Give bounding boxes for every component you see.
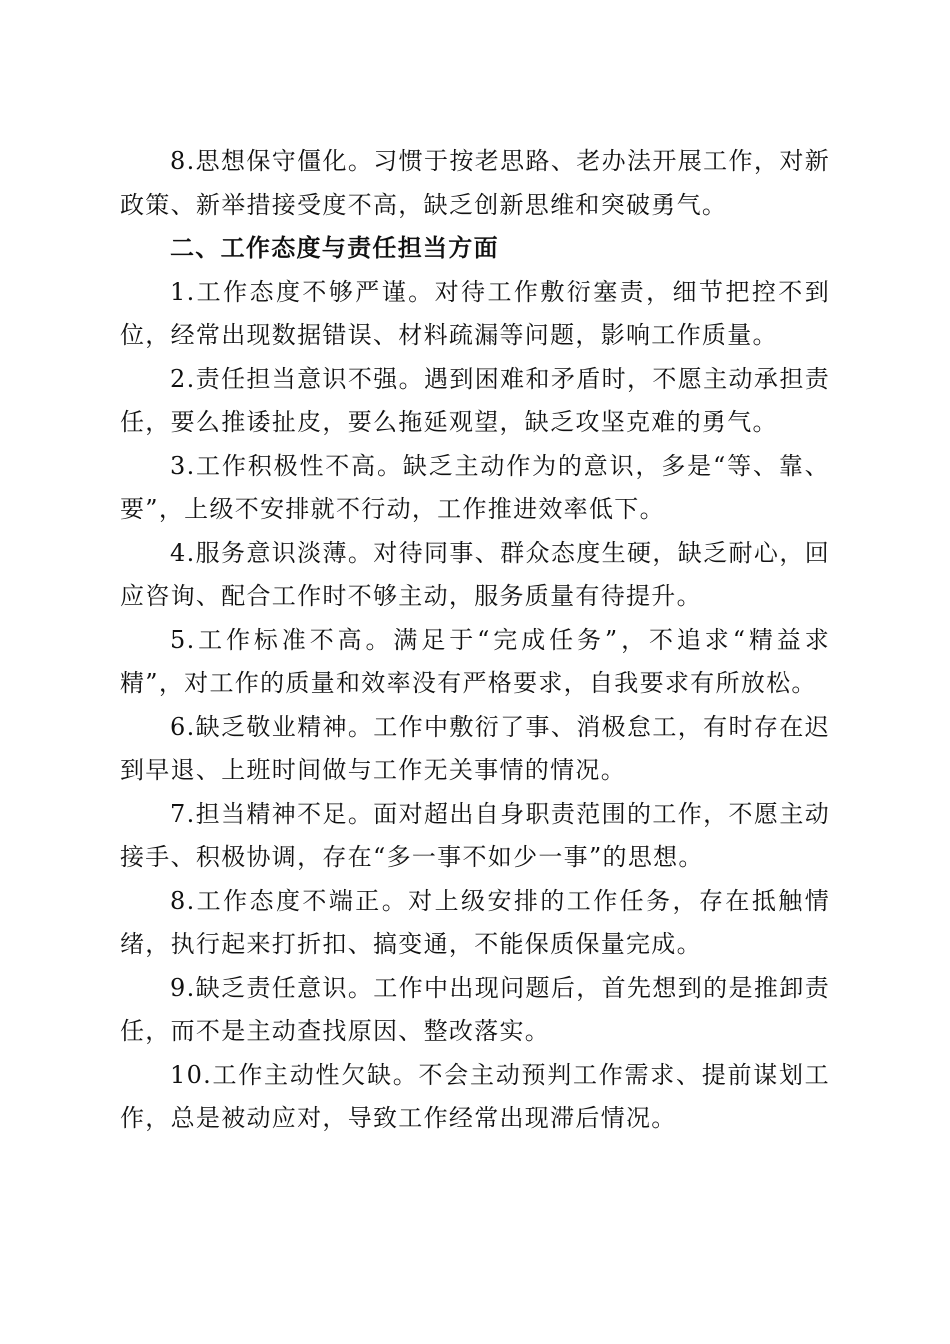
section-heading-work-attitude: 二、工作态度与责任担当方面 [170,234,499,262]
document-body [120,140,830,1141]
paragraph-item-6: 6.缺乏敬业精神。工作中敷衍了事、消极怠工，有时存在迟到早退、上班时间做与工作无关事情的情况。 [120,712,830,784]
paragraph-item-5: 5.工作标准不高。满足于“完成任务”，不追求“精益求精”，对工作的质量和效率没有严格要求，自我要求有所放松。 [120,625,830,697]
paragraph-item-7: 7.担当精神不足。面对超出自身职责范围的工作，不愿主动接手、积极协调，存在“多一事不如少一事”的思想。 [120,799,830,871]
paragraph-item-8-thinking: 8.思想保守僵化。习惯于按老思路、老办法开展工作，对新政策、新举措接受度不高，缺乏创新思维和突破勇气。 [120,147,830,219]
paragraph-item-4: 4.服务意识淡薄。对待同事、群众态度生硬，缺乏耐心，回应咨询、配合工作时不够主动，服务质量有待提升。 [120,538,830,610]
paragraph-item-9: 9.缺乏责任意识。工作中出现问题后，首先想到的是推卸责任，而不是主动查找原因、整改落实。 [120,973,830,1045]
paragraph-item-8: 8.工作态度不端正。对上级安排的工作任务，存在抵触情绪，执行起来打折扣、搞变通，不能保质保量完成。 [120,886,830,958]
paragraph-item-1: 1.工作态度不够严谨。对待工作敷衍塞责，细节把控不到位，经常出现数据错误、材料疏漏等问题，影响工作质量。 [120,277,830,349]
paragraph-item-10: 10.工作主动性欠缺。不会主动预判工作需求、提前谋划工作，总是被动应对，导致工作经常出现滞后情况。 [120,1060,830,1132]
paragraph-item-2: 2.责任担当意识不强。遇到困难和矛盾时，不愿主动承担责任，要么推诿扯皮，要么拖延观望，缺乏攻坚克难的勇气。 [120,364,830,436]
paragraph-item-3: 3.工作积极性不高。缺乏主动作为的意识，多是“等、靠、要”，上级不安排就不行动，工作推进效率低下。 [120,451,830,523]
